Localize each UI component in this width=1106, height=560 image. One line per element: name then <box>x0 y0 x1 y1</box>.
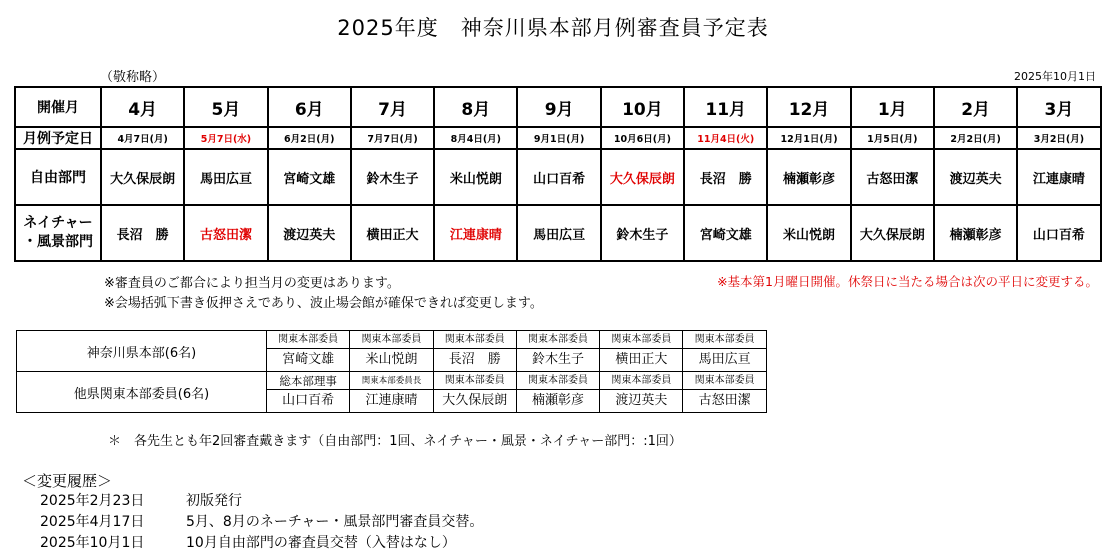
member-title: 関東本部委員 <box>517 332 599 349</box>
member-name: 山口百希 <box>282 392 335 408</box>
month-cell: 6月 <box>268 87 351 127</box>
judge-cell: 長沼 勝 <box>684 149 767 205</box>
history-heading: ＜変更履歴＞ <box>22 472 113 490</box>
member-title: 関東本部委員 <box>517 373 599 390</box>
date-row <box>15 127 1101 149</box>
judge-cell: 馬田広亘 <box>517 205 600 261</box>
date-cell: 12月1日(月) <box>767 127 850 149</box>
member-cell <box>267 331 350 372</box>
date-cell: 4月7日(月) <box>101 127 184 149</box>
member-cell <box>433 372 516 413</box>
judge-cell: 米山悦朗 <box>434 149 517 205</box>
group-label: 他県関東本部委員(6名) <box>17 372 267 413</box>
judge-cell: 宮崎文雄 <box>684 205 767 261</box>
member-title: 関東本部委員 <box>683 373 765 390</box>
member-cell <box>600 372 683 413</box>
document-date: 2025年10月1日 <box>1014 70 1096 83</box>
member-title: 関東本部委員 <box>600 373 682 390</box>
member-title: 関東本部委員 <box>350 332 432 349</box>
date-cell: 5月7日(水) <box>184 127 267 149</box>
nature-header-line1: ネイチャー <box>23 215 93 232</box>
committee-table <box>16 330 767 413</box>
page-title: 2025年度 神奈川県本部月例審査員予定表 <box>337 16 769 40</box>
date-cell: 7月7日(月) <box>351 127 434 149</box>
member-name: 米山悦朗 <box>365 351 418 367</box>
history-text: 5月、8月のネーチャー・風景部門審査員交替。 <box>186 514 484 530</box>
judge-cell: 渡辺英夫 <box>934 149 1017 205</box>
nature-header-line2: ・風景部門 <box>23 234 93 250</box>
schedule-table <box>14 86 1102 262</box>
member-cell <box>683 331 766 372</box>
month-cell: 5月 <box>184 87 267 127</box>
judge-cell: 山口百希 <box>517 149 600 205</box>
member-title: 関東本部委員 <box>434 332 516 349</box>
date-header: 月例予定日 <box>15 127 101 149</box>
member-name: 馬田広亘 <box>698 351 751 367</box>
month-cell: 12月 <box>767 87 850 127</box>
member-cell <box>350 372 433 413</box>
member-title: 関東本部委員長 <box>350 373 432 390</box>
member-title: 関東本部委員 <box>267 332 349 349</box>
judge-cell: 大久保辰朗 <box>101 149 184 205</box>
honorific-note: （敬称略） <box>100 70 166 85</box>
member-name: 江連康晴 <box>365 392 418 408</box>
note-twice-yearly: ＊ 各先生とも年2回審査戴きます（自由部門：1回、ネイチャー・風景・ネイチャー部門：:1回） <box>108 434 682 449</box>
member-title: 関東本部委員 <box>600 332 682 349</box>
judge-cell: 大久保辰朗 <box>601 149 684 205</box>
member-cell <box>600 331 683 372</box>
judge-cell: 山口百希 <box>1017 205 1100 261</box>
note-venue: ※会場括弧下書き仮押さえであり、波止場会館が確保できれば変更します。 <box>104 296 543 311</box>
history-entry <box>40 490 242 510</box>
month-row <box>15 87 1101 127</box>
member-name: 楠瀬彰彦 <box>532 392 585 408</box>
nature-division-header <box>15 205 101 261</box>
judge-cell: 楠瀬彰彦 <box>767 149 850 205</box>
member-name: 古怒田潔 <box>698 392 751 408</box>
nature-division-row <box>15 205 1101 261</box>
date-cell: 11月4日(火) <box>684 127 767 149</box>
judge-cell: 大久保辰朗 <box>851 205 934 261</box>
date-cell: 1月5日(月) <box>851 127 934 149</box>
member-cell <box>516 372 599 413</box>
history-text: 初版発行 <box>186 493 242 509</box>
month-cell: 3月 <box>1017 87 1100 127</box>
judge-cell: 馬田広亘 <box>184 149 267 205</box>
month-cell: 1月 <box>851 87 934 127</box>
judge-cell: 古怒田潔 <box>851 149 934 205</box>
member-name: 渡辺英夫 <box>615 392 668 408</box>
judge-cell: 横田正大 <box>351 205 434 261</box>
judge-cell: 米山悦朗 <box>767 205 850 261</box>
month-header: 開催月 <box>15 87 101 127</box>
month-cell: 9月 <box>517 87 600 127</box>
date-cell: 8月4日(月) <box>434 127 517 149</box>
member-cell <box>350 331 433 372</box>
member-name: 大久保辰朗 <box>442 392 508 408</box>
judge-cell: 長沼 勝 <box>101 205 184 261</box>
history-date: 2025年2月23日 <box>40 493 145 509</box>
month-cell: 7月 <box>351 87 434 127</box>
committee-row-kanagawa <box>17 331 767 372</box>
judge-cell: 江連康晴 <box>1017 149 1100 205</box>
month-cell: 8月 <box>434 87 517 127</box>
history-entry <box>40 511 483 531</box>
free-division-header: 自由部門 <box>15 149 101 205</box>
month-cell: 2月 <box>934 87 1017 127</box>
month-cell: 10月 <box>601 87 684 127</box>
judge-cell: 江連康晴 <box>434 205 517 261</box>
group-label: 神奈川県本部(6名) <box>17 331 267 372</box>
member-name: 横田正大 <box>615 351 668 367</box>
history-entry <box>40 532 456 552</box>
date-cell: 9月1日(月) <box>517 127 600 149</box>
history-text: 10月自由部門の審査員交替（入替はなし） <box>186 535 456 551</box>
member-name: 鈴木生子 <box>532 351 585 367</box>
history-date: 2025年10月1日 <box>40 535 145 551</box>
judge-cell: 鈴木生子 <box>351 149 434 205</box>
history-date: 2025年4月17日 <box>40 514 145 530</box>
note-schedule-change: ※審査員のご都合により担当月の変更はあります。 <box>104 276 400 291</box>
committee-row-other <box>17 372 767 413</box>
judge-cell: 鈴木生子 <box>601 205 684 261</box>
month-cell: 11月 <box>684 87 767 127</box>
member-cell <box>433 331 516 372</box>
date-cell: 3月2日(月) <box>1017 127 1100 149</box>
note-first-monday: ※基本第1月曜日開催。休祭日に当たる場合は次の平日に変更する。 <box>717 274 1098 289</box>
date-cell: 2月2日(月) <box>934 127 1017 149</box>
member-cell <box>683 372 766 413</box>
member-name: 長沼 勝 <box>448 351 501 367</box>
member-name: 宮崎文雄 <box>282 351 335 367</box>
judge-cell: 宮崎文雄 <box>268 149 351 205</box>
judge-cell: 渡辺英夫 <box>268 205 351 261</box>
date-cell: 10月6日(月) <box>601 127 684 149</box>
member-title: 総本部理事 <box>267 373 349 390</box>
member-cell <box>516 331 599 372</box>
member-cell <box>267 372 350 413</box>
free-division-row <box>15 149 1101 205</box>
judge-cell: 楠瀬彰彦 <box>934 205 1017 261</box>
judge-cell: 古怒田潔 <box>184 205 267 261</box>
member-title: 関東本部委員 <box>434 373 516 390</box>
month-cell: 4月 <box>101 87 184 127</box>
member-title: 関東本部委員 <box>683 332 765 349</box>
date-cell: 6月2日(月) <box>268 127 351 149</box>
